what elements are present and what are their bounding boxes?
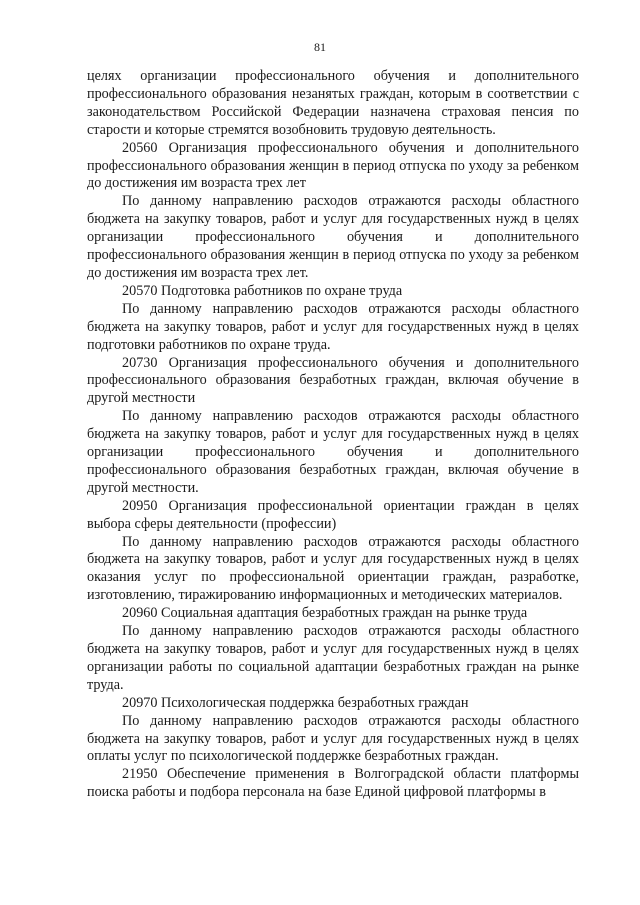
document-body [87,68,579,802]
section-body-20570: По данному направлению расходов отражаются расходы областного бюджета на закупку товаров, работ и услуг для государственных нужд в целях подготовки работников по охране труда. [87,300,579,353]
section-body-20960: По данному направлению расходов отражаются расходы областного бюджета на закупку товаров, работ и услуг для государственных нужд в целях организации работы по социальной адаптации безработных граждан на рынке труда. [87,623,579,693]
section-heading-20560: 20560 Организация профессионального обучения и дополнительного профессионального образования женщин в период отпуска по уходу за ребенком до достижения им возраста трех лет [87,139,579,192]
section-heading-20970: 20970 Психологическая поддержка безработных граждан [122,694,469,711]
page-number: 81 [314,40,326,54]
paragraph-continuation: целях организации профессионального обучения и дополнительного профессионального образования незанятых граждан, которым в соответствии с законодательством Российской Федерации назначена страховая пенсия по старости и которые стремятся возобновить трудовую деятельность. [87,68,579,138]
section-body-20950: По данному направлению расходов отражаются расходы областного бюджета на закупку товаров, работ и услуг для государственных нужд в целях оказания услуг по профессиональной ориентации граждан, разработке, изготовлению, тиражированию информационных и методических материалов. [87,533,579,604]
section-heading-20570: 20570 Подготовка работников по охране труда [122,282,403,299]
section-body-20560: По данному направлению расходов отражаются расходы областного бюджета на закупку товаров, работ и услуг для государственных нужд в целях организации профессионального обучения и дополнительного профессионального образования женщин в период отпуска по уходу за ребенком до достижения им возраста трех лет. [87,193,579,281]
section-heading-20960: 20960 Социальная адаптация безработных граждан на рынке труда [122,605,528,622]
section-body-20970: По данному направлению расходов отражаются расходы областного бюджета на закупку товаров, работ и услуг для государственных нужд в целях оплаты услуг по психологической поддержке безработных граждан. [87,712,579,765]
section-heading-20950: 20950 Организация профессиональной ориентации граждан в целях выбора сферы деятельности (профессии) [87,497,579,532]
section-heading-20730: 20730 Организация профессионального обучения и дополнительного профессионального образования безработных граждан, включая обучение в другой местности [87,354,579,407]
section-body-20730: По данному направлению расходов отражаются расходы областного бюджета на закупку товаров, работ и услуг для государственных нужд в целях организации профессионального обучения и дополнительного профессионального образования безработных граждан, включая обучение в другой местности. [87,408,579,496]
section-heading-21950: 21950 Обеспечение применения в Волгоградской области платформы поиска работы и подбора персонала на базе Единой цифровой платформы в [87,766,579,801]
